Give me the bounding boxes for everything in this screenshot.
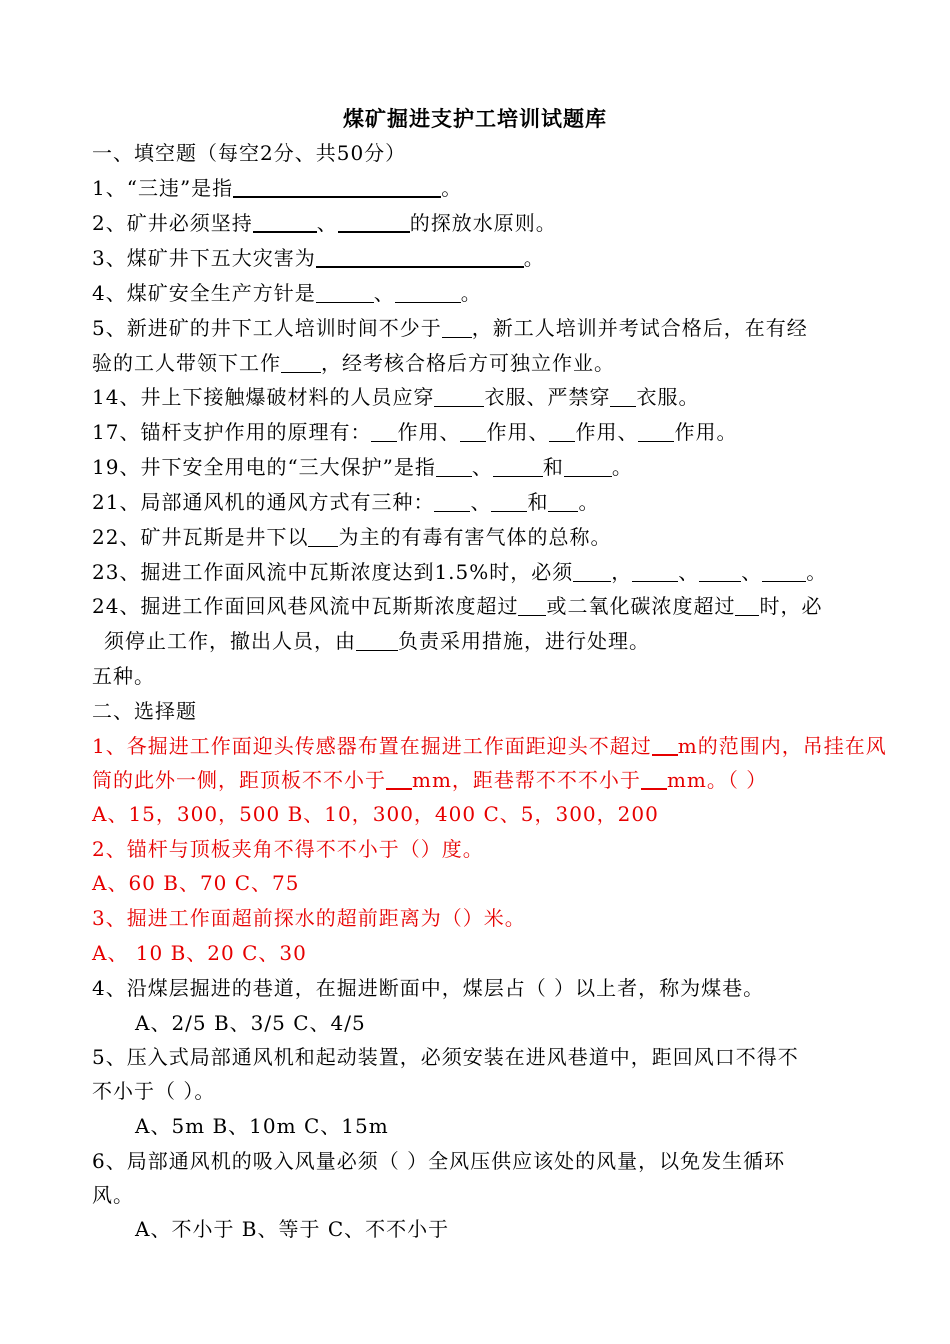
question-text: 。 <box>460 281 482 305</box>
answer-blank <box>253 211 317 233</box>
question-1 <box>92 175 462 201</box>
answer-blank <box>442 317 472 338</box>
question-text: 4、煤矿安全生产方针是 <box>92 281 316 305</box>
choice-question-1-line-1 <box>92 733 887 759</box>
question-text: 17、锚杆支护作用的原理有： <box>92 420 372 444</box>
choice-question-2: 2、锚杆与顶板夹角不得不不小于（）度。 <box>92 837 484 861</box>
answer-blank <box>493 456 543 477</box>
question-text: 。 <box>806 560 828 584</box>
answer-blank <box>356 630 398 651</box>
question-text: 作用、 <box>486 420 550 444</box>
question-23 <box>92 559 827 585</box>
choice-question-6-line-1: 6、局部通风机的吸入风量必须（ ）全风压供应该处的风量，以免发生循环 <box>92 1149 786 1173</box>
question-2 <box>92 210 557 236</box>
question-text: 衣服、严禁穿 <box>484 385 611 409</box>
answer-blank <box>638 421 674 442</box>
question-24-line-2 <box>104 628 650 654</box>
choice-question-3: 3、掘进工作面超前探水的超前距离为（）米。 <box>92 906 526 930</box>
answer-blank <box>762 561 806 582</box>
question-text: 和 <box>542 455 564 479</box>
question-text: 23、掘进工作面风流中瓦斯浓度达到1.5%时，必须 <box>92 560 574 584</box>
answer-blank <box>652 734 678 756</box>
choice-question-3-options: A、 10 B、20 C、30 <box>92 941 307 965</box>
question-text: 作用、 <box>575 420 639 444</box>
question-text: 筒的此外一侧，距顶板不不小于 <box>92 768 386 792</box>
question-text: 24、掘进工作面回风巷风流中瓦斯斯浓度超过 <box>92 594 519 618</box>
question-text: 、 <box>471 455 493 479</box>
choice-question-1-options: A、15，300，500 B、10，300，400 C、5，300，200 <box>92 802 659 826</box>
document-title: 煤矿掘进支护工培训试题库 <box>343 106 607 131</box>
answer-blank <box>434 491 470 512</box>
choice-question-1-line-2 <box>92 767 767 793</box>
question-text: 验的工人带领下工作 <box>92 351 281 375</box>
question-text: m的范围内，吊挂在风 <box>677 734 887 758</box>
question-text: ， <box>611 560 633 584</box>
answer-blank <box>371 421 397 442</box>
question-text: 、 <box>678 560 700 584</box>
answer-blank <box>395 282 461 303</box>
section-heading-fill-blank: 一、填空题（每空2分、共50分） <box>92 141 407 165</box>
answer-blank <box>338 211 410 233</box>
question-text: 作用、 <box>397 420 461 444</box>
choice-question-5-options: A、5m B、10m C、15m <box>135 1114 389 1138</box>
question-text: 。 <box>441 176 463 200</box>
question-text: 2、矿井必须坚持 <box>92 211 253 235</box>
answer-blank <box>436 456 472 477</box>
question-text: 时，必 <box>759 594 823 618</box>
choice-question-5-line-2: 不小于（ ）。 <box>92 1079 216 1103</box>
answer-blank <box>573 561 611 582</box>
question-text: 、 <box>741 560 763 584</box>
question-text: ，经考核合格后方可独立作业。 <box>321 351 615 375</box>
question-5-line-2 <box>92 350 615 376</box>
choice-question-6-line-2: 风。 <box>92 1183 134 1207</box>
stray-text: 五种。 <box>92 664 155 688</box>
answer-blank <box>491 491 527 512</box>
answer-blank <box>460 421 486 442</box>
choice-question-4: 4、沿煤层掘进的巷道，在掘进断面中，煤层占（ ）以上者，称为煤巷。 <box>92 976 765 1000</box>
answer-blank <box>632 561 678 582</box>
question-text: mm。（ ） <box>666 768 768 792</box>
answer-blank <box>549 421 575 442</box>
question-4 <box>92 280 482 306</box>
answer-blank <box>518 595 546 616</box>
question-21 <box>92 489 599 515</box>
answer-blank <box>386 768 412 790</box>
choice-question-4-options: A、2/5 B、3/5 C、4/5 <box>135 1011 366 1035</box>
answer-blank <box>233 176 441 198</box>
answer-blank <box>735 595 759 616</box>
answer-blank <box>434 386 484 407</box>
choice-question-2-options: A、60 B、70 C、75 <box>92 871 300 895</box>
question-text: 19、井下安全用电的“三大保护”是指 <box>92 455 436 479</box>
question-text: 为主的有毒有害气体的总称。 <box>338 525 612 549</box>
answer-blank <box>641 768 667 790</box>
question-3 <box>92 245 545 271</box>
question-text: 14、井上下接触爆破材料的人员应穿 <box>92 385 435 409</box>
question-text: 、 <box>316 211 338 235</box>
choice-question-6-options: A、不小于 B、等于 C、不不小于 <box>135 1217 450 1241</box>
question-14 <box>92 384 699 410</box>
question-text: 和 <box>527 490 549 514</box>
question-text: 、 <box>373 281 395 305</box>
question-text: 22、矿井瓦斯是井下以 <box>92 525 309 549</box>
question-text: 。 <box>611 455 633 479</box>
question-text: 衣服。 <box>636 385 700 409</box>
question-19 <box>92 454 633 480</box>
answer-blank <box>281 352 321 373</box>
answer-blank <box>316 246 524 268</box>
question-text: 、 <box>470 490 492 514</box>
answer-blank <box>308 526 338 547</box>
question-text: 21、局部通风机的通风方式有三种： <box>92 490 435 514</box>
question-text: 。 <box>578 490 600 514</box>
question-text: 1、“三违”是指 <box>92 176 234 200</box>
question-text: 须停止工作，撤出人员，由 <box>104 629 356 653</box>
question-22 <box>92 524 611 550</box>
question-text: 负责采用措施，进行处理。 <box>398 629 650 653</box>
question-17 <box>92 419 737 445</box>
question-text: 。 <box>523 246 545 270</box>
question-24-line-1 <box>92 593 822 619</box>
answer-blank <box>564 456 612 477</box>
choice-question-5-line-1: 5、压入式局部通风机和起动装置，必须安装在进风巷道中，距回风口不得不 <box>92 1045 799 1069</box>
question-text: ，新工人培训并考试合格后，在有经 <box>471 316 808 340</box>
question-text: 或二氧化碳浓度超过 <box>546 594 736 618</box>
question-text: 1、各掘进工作面迎头传感器布置在掘进工作面距迎头不超过 <box>92 734 652 758</box>
question-5-line-1 <box>92 315 808 341</box>
answer-blank <box>699 561 741 582</box>
question-text: 的探放水原则。 <box>409 211 557 235</box>
section-heading-choice: 二、选择题 <box>92 699 197 723</box>
answer-blank <box>548 491 578 512</box>
question-text: 5、新进矿的井下工人培训时间不少于 <box>92 316 442 340</box>
question-text: 作用。 <box>674 420 738 444</box>
answer-blank <box>610 386 636 407</box>
answer-blank <box>316 282 374 303</box>
question-text: mm，距巷帮不不不小于 <box>412 768 641 792</box>
question-text: 3、煤矿井下五大灾害为 <box>92 246 316 270</box>
